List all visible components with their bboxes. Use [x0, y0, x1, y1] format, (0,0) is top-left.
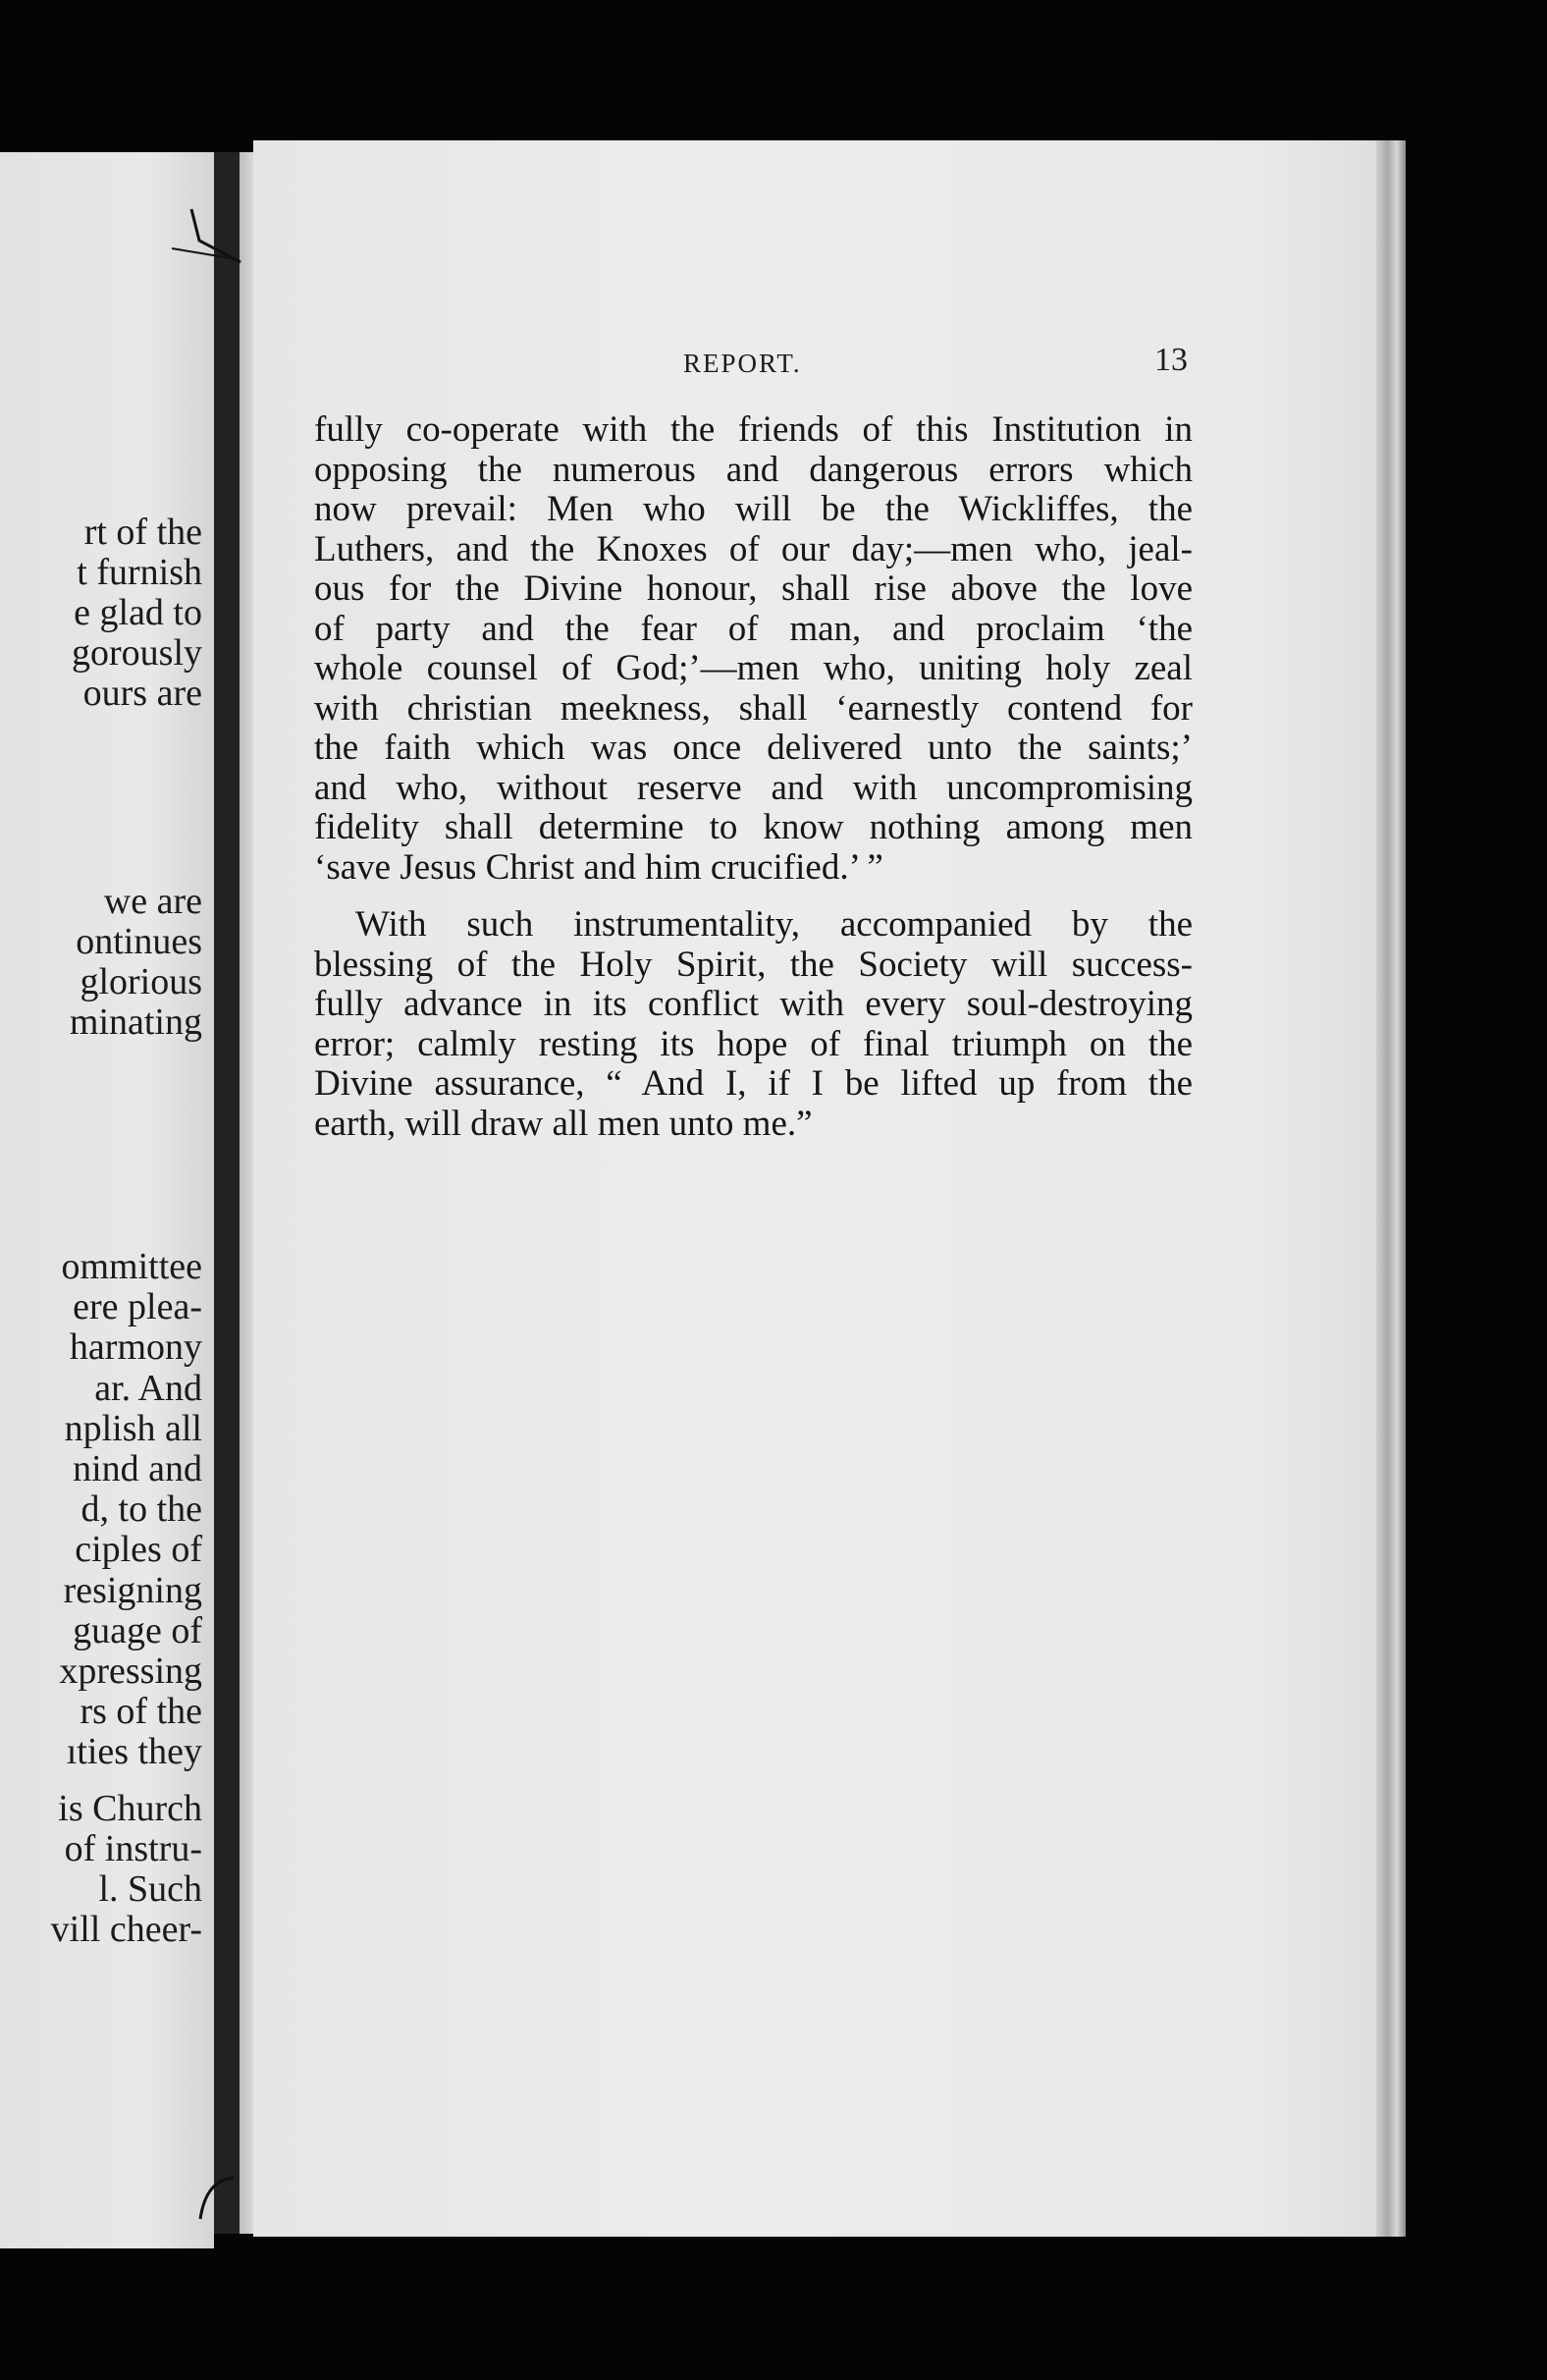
previous-page-line: d, to the — [80, 1488, 202, 1531]
text-line: Divine assurance, “ And I, if I be lifted up from the — [314, 1063, 1193, 1104]
previous-page-line: we are — [103, 881, 202, 922]
previous-page-line: t furnish — [77, 552, 202, 593]
text-line: With such instrumentality, accompanied by the — [355, 904, 1193, 945]
previous-page-line: rt of the — [83, 512, 202, 553]
previous-page-line: ar. And — [94, 1367, 202, 1409]
previous-page-line: gorously — [72, 632, 202, 674]
pencil-mark-icon — [172, 201, 250, 270]
text-line: opposing the numerous and dangerous errors which — [314, 449, 1193, 490]
previous-page-fragment — [0, 152, 214, 2248]
text-line: ‘save Jesus Christ and him crucified.’ ” — [314, 846, 883, 888]
previous-page-line: glorious — [80, 961, 202, 1002]
text-line: Luthers, and the Knoxes of our day;—men who, jeal- — [314, 528, 1193, 569]
previous-page-line: rs of the — [80, 1691, 202, 1733]
book-gutter — [214, 152, 240, 2234]
text-line: fully advance in its conflict with every soul-destroying — [314, 984, 1193, 1024]
previous-page-line: ommittee — [61, 1246, 202, 1287]
previous-page-line: is Church — [58, 1788, 202, 1829]
text-line: now prevail: Men who will be the Wickliffes, the — [314, 489, 1193, 529]
previous-page-line: l. Such — [98, 1868, 202, 1910]
page-number: 13 — [1154, 342, 1188, 378]
previous-page-line: minating — [69, 1001, 202, 1043]
gutter-edge — [240, 152, 253, 2234]
text-line: blessing of the Holy Spirit, the Society will success- — [314, 944, 1193, 985]
text-line: the faith which was once delivered unto the saints;’ — [314, 728, 1193, 768]
page-edge — [1376, 140, 1406, 2237]
text-line: fidelity shall determine to know nothing among men — [314, 807, 1193, 847]
text-line: of party and the fear of man, and proclaim ‘the — [314, 608, 1193, 649]
text-line: whole counsel of God;’—men who, uniting holy zeal — [314, 648, 1193, 688]
text-line: error; calmly resting its hope of final triumph on the — [314, 1023, 1193, 1064]
previous-page-line: harmony — [69, 1326, 202, 1369]
previous-page-line: vill cheer- — [50, 1909, 202, 1950]
previous-page-line: resigning — [63, 1569, 202, 1611]
previous-page-line: of instru- — [64, 1828, 202, 1869]
previous-page-line: nplish all — [64, 1407, 202, 1449]
text-line: with christian meekness, shall ‘earnestly contend for — [314, 687, 1193, 729]
running-head: REPORT. — [683, 349, 802, 378]
previous-page-line: ours are — [82, 673, 202, 714]
paragraph-2 — [314, 905, 1193, 1144]
text-line: ous for the Divine honour, shall rise above the love — [314, 568, 1193, 609]
previous-page-line: xpressing — [59, 1650, 202, 1692]
text-line: and who, without reserve and with uncompromising — [314, 767, 1193, 808]
previous-page-line: ıties they — [66, 1731, 202, 1773]
text-line: earth, will draw all men unto me.” — [314, 1103, 813, 1144]
previous-page-line: nind and — [73, 1448, 202, 1489]
paragraph-1 — [314, 410, 1193, 888]
text-line: fully co-operate with the friends of this Institution in — [314, 409, 1193, 450]
body-text — [314, 410, 1193, 1144]
previous-page-line: e glad to — [74, 592, 202, 633]
previous-page-line: ere plea- — [73, 1286, 202, 1328]
previous-page-line: guage of — [73, 1609, 202, 1651]
corner-mark-icon — [187, 2170, 245, 2229]
previous-page-line: ciples of — [75, 1529, 202, 1571]
previous-page-line: ontinues — [76, 921, 202, 962]
